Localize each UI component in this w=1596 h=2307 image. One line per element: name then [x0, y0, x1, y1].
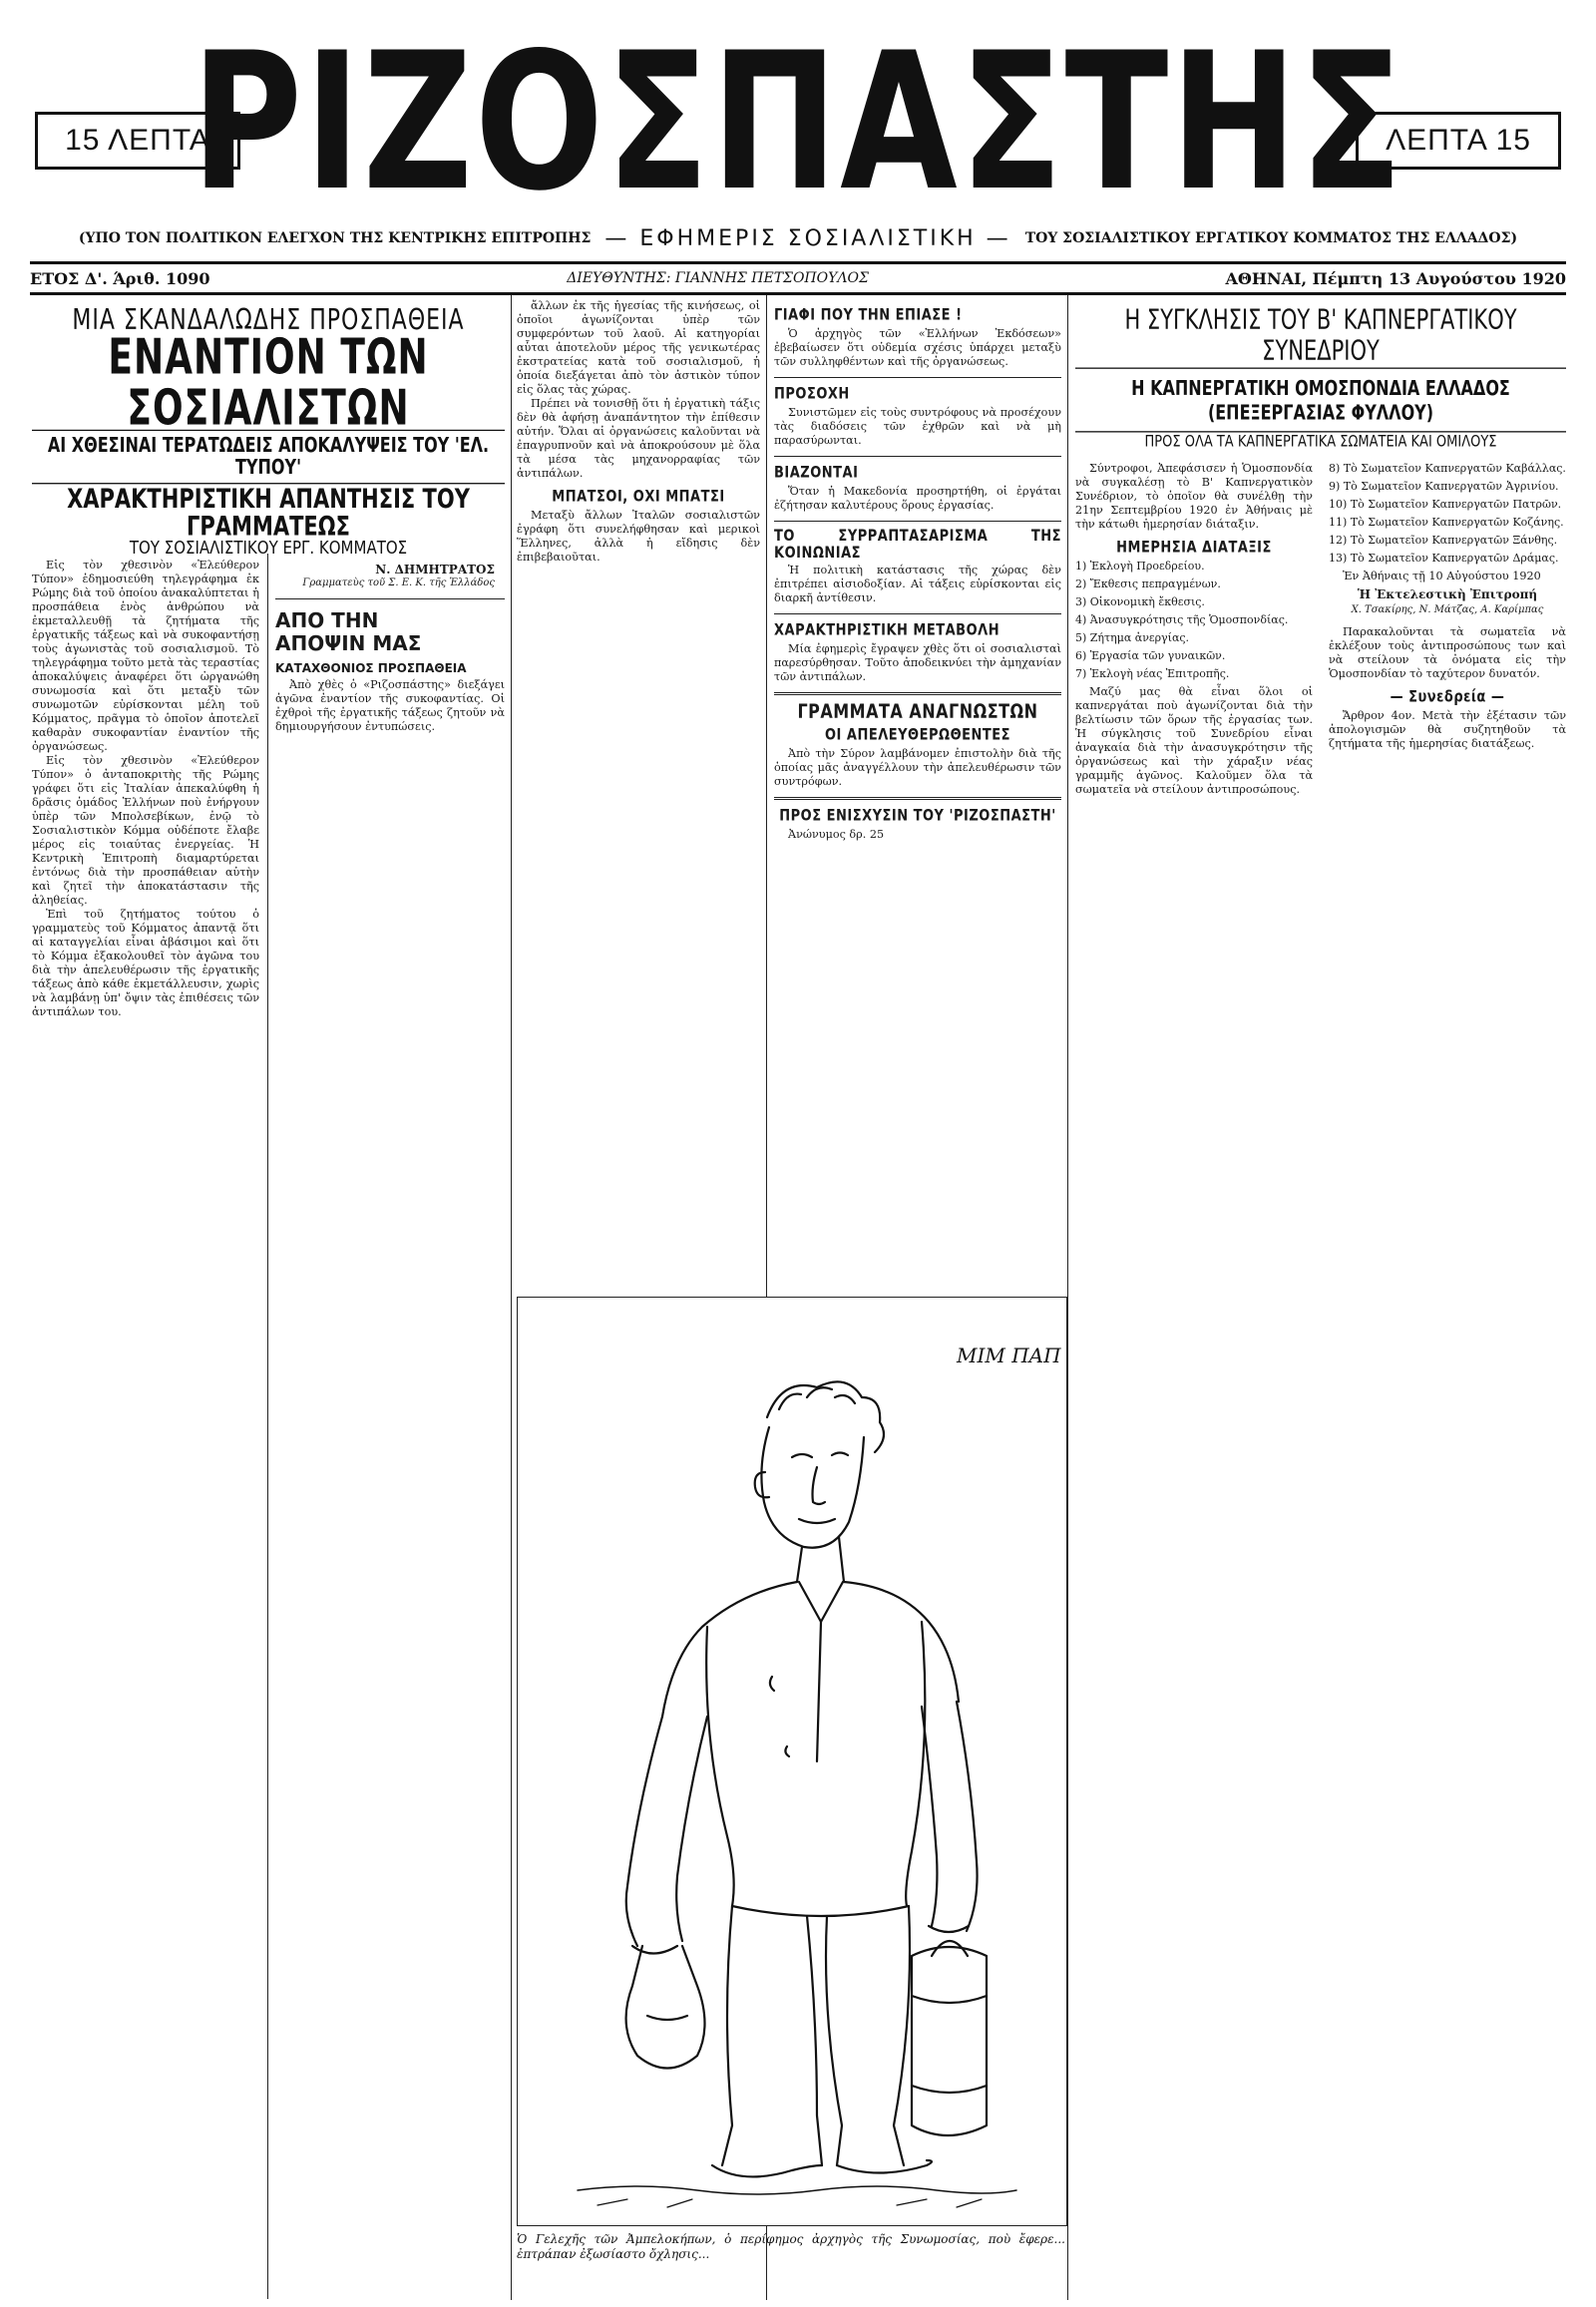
- col4-section-title: ΒΙΑΖΟΝΤΑΙ: [774, 464, 859, 483]
- right-section: [1075, 299, 1566, 2299]
- lead-column-2: [275, 559, 505, 2299]
- cartoon-illustration: [517, 1297, 1067, 2226]
- column-rule: [1067, 295, 1068, 2300]
- col3-section-title: ΜΠΑΤΣΟΙ, ΟΧΙ ΜΠΑΤΣΙ: [552, 488, 725, 507]
- agenda-item: 3) Οἰκονομικὴ ἔκθεσις.: [1075, 595, 1205, 608]
- union-item: 9) Τὸ Σωματεῖον Καπνεργατῶν Ἀγρινίου.: [1329, 480, 1559, 493]
- subtitle-right: ΤΟΥ ΣΟΣΙΑΛΙΣΤΙΚΟΥ ΕΡΓΑΤΙΚΟΥ ΚΟΜΜΑΤΟΣ ΤΗΣ ΕΛΛΑΔΟΣ): [1024, 230, 1518, 246]
- cartoon-drawing: [518, 1298, 1066, 2225]
- subtitle-left: (ΥΠΟ ΤΟΝ ΠΟΛΙΤΙΚΟΝ ΕΛΕΓΧΟΝ ΤΗΣ ΚΕΝΤΡΙΚΗΣ ΕΠΙΤΡΟΠΗΣ: [78, 230, 592, 246]
- lead-column-1: [32, 559, 259, 2299]
- right-subheadline: Η ΚΑΠΝΕΡΓΑΤΙΚΗ ΟΜΟΣΠΟΝΔΙΑ ΕΛΛΑΔΟΣ (ΕΠΕΞΕΡΓΑΣΙΑΣ ΦΥΛΛΟΥ): [1075, 368, 1566, 433]
- editor-line: ΔΙΕΥΘΥΝΤΗΣ: ΓΙΑΝΝΗΣ ΠΕΤΣΟΠΟΥΛΟΣ: [567, 270, 869, 286]
- col3-paragraph: Πρέπει νὰ τονισθῇ ὅτι ἡ ἐργατικὴ τάξις δὲν θὰ ἀφήσῃ ἀναπάντητον τὴν ἐπίθεσιν αὐτήν. Ὅλαι αἱ ὀργανώσεις καλοῦνται νὰ ἐπαγρυπνοῦν καὶ νὰ ἀποκρούσουν μὲ ὅλα τὰ μέσα τὰς μηχανορραφίας τῶν ἀντιπάλων.: [517, 397, 760, 480]
- right-column-right: [1329, 462, 1566, 797]
- agenda-title: ΗΜΕΡΗΣΙΑ ΔΙΑΤΑΞΙΣ: [1116, 539, 1272, 558]
- masthead-subtitle: [30, 223, 1566, 253]
- col4-section-title: ΓΙΑΦΙ ΠΟΥ ΤΗΝ ΕΠΙΑΣΕ !: [774, 306, 963, 325]
- column-3: [517, 299, 760, 1287]
- price-box-left: 15 ΛΕΠΤΑ: [35, 112, 240, 170]
- apopsi-subtitle: ΚΑΤΑΧΘΟΝΙΟΣ ΠΡΟΣΠΑΘΕΙΑ: [275, 661, 467, 675]
- right-body: Μαζύ μας θὰ εἶναι ὅλοι οἱ καπνεργάται ποὺ ἀγωνίζονται διὰ τὴν βελτίωσιν τῶν ὅρων τῆς ἐργασίας των. Ἡ σύγκλησις τοῦ Συνεδρίου εἶναι ἀναγκαία διὰ τὴν ἀνασυγκρότησιν τῆς ὀργανώσεως καὶ τὴν χάραξιν νέας γραμμῆς ἀγῶνος. Καλοῦμεν ὅλα τὰ σωματεῖα νὰ στείλουν ἀντιπροσώπους.: [1075, 685, 1313, 796]
- union-item: 12) Τὸ Σωματεῖον Καπνεργατῶν Ξάνθης.: [1329, 534, 1558, 547]
- right-section-title: — Συνεδρεία —: [1390, 688, 1505, 707]
- right-body-2: Παρακαλοῦνται τὰ σωματεῖα νὰ ἐκλέξουν τοὺς ἀντιπροσώπους των καὶ νὰ στείλουν τὰ ὀνόματα εἰς τὴν Ὁμοσπονδίαν τὸ ταχύτερον δυνατόν.: [1329, 625, 1566, 680]
- union-item: 11) Τὸ Σωματεῖον Καπνεργατῶν Κοζάνης.: [1329, 516, 1564, 529]
- col4-section-title: ΓΡΑΜΜΑΤΑ ΑΝΑΓΝΩΣΤΩΝ: [797, 700, 1038, 723]
- lead-subhead-2: ΤΟΥ ΣΟΣΙΑΛΙΣΤΙΚΟΥ ΕΡΓ. ΚΟΜΜΑΤΟΣ: [129, 537, 408, 559]
- right-intro: Σύντροφοι, Ἀπεφάσισεν ἡ Ὁμοσπονδία νὰ συγκαλέσῃ τὸ Β' Καπνεργατικὸν Συνέδριον, τὸ ὁποῖον θὰ συνέλθῃ τὴν 21ην Σεπτεμβρίου 1920 ἐν Ἀθήναις μὲ τὴν κάτωθι ἡμερησίαν διάταξιν.: [1075, 462, 1313, 531]
- col4-section-title: ΠΡΟΣΟΧΗ: [774, 385, 850, 404]
- lead-paragraph: Εἰς τὸν χθεσινὸν «Ἐλεύθερον Τύπον» ὁ ἀνταποκριτὴς τῆς Ρώμης γράφει ὅτι εἰς Ἰταλίαν ἀπεκαλύφθη ἡ δρᾶσις ὁμάδος Ἑλλήνων ποὺ ἐνήργουν ὑπὲρ τῶν Μπολσεβίκων, ἐνῷ τὸ Σοσιαλιστικὸν Κόμμα οὐδέποτε ἔλαβε μέρος εἰς τοιαύτας ἐνεργείας. Ἡ Κεντρικὴ Ἐπιτροπὴ διαμαρτύρεται ἐντόνως διὰ τὴν προσπάθειαν αὐτὴν καὶ ζητεῖ τὴν ἀποκατάστασιν τῆς ἀληθείας.: [32, 754, 259, 907]
- cartoon-caption: Ὁ Γελεχῆς τῶν Ἀμπελοκήπων, ὁ περίφημος ἀρχηγὸς τῆς Συνωμοσίας, ποὺ ἔφερε... ἐπτράπαν ἐξωσίαστο ὄχλησις...: [517, 2232, 1065, 2261]
- col4-paragraph: Ὁ ἀρχηγὸς τῶν «Ἑλλήνων Ἐκδόσεων» ἐβεβαίωσεν ὅτι οὐδεμία σχέσις ὑπάρχει μεταξὺ τῶν συλληφθέντων καὶ τῆς ὀργανώσεως.: [774, 327, 1061, 368]
- agenda-item: 1) Ἐκλογὴ Προεδρείου.: [1075, 560, 1205, 573]
- divider: [774, 521, 1061, 522]
- divider: [774, 377, 1061, 378]
- column-4: [774, 299, 1061, 1287]
- right-signed-by: Ἡ Ἐκτελεστικὴ Ἐπιτροπή: [1357, 587, 1538, 601]
- apopsi-title: [275, 609, 505, 655]
- right-date-line: Ἐν Ἀθήναις τῇ 10 Αὐγούστου 1920: [1343, 570, 1541, 582]
- divider: [774, 456, 1061, 457]
- col4-paragraph: Ἡ πολιτικὴ κατάστασις τῆς χώρας δὲν ἐπιτρέπει αἰσιοδοξίαν. Αἱ τάξεις εὑρίσκονται εἰς διαρκῆ ἀντίθεσιν.: [774, 564, 1061, 604]
- lead-signature-title: Γραμματεὺς τοῦ Σ. Ε. Κ. τῆς Ἑλλάδος: [302, 577, 495, 588]
- price-box-right: ΛΕΠΤΑ 15: [1356, 112, 1561, 170]
- column-rule: [511, 295, 512, 2300]
- lead-deck: ΑΙ ΧΘΕΣΙΝΑΙ ΤΕΡΑΤΩΔΕΙΣ ΑΠΟΚΑΛΥΨΕΙΣ ΤΟΥ 'ΕΛ. ΤΥΠΟΥ': [32, 429, 505, 483]
- agenda-item: 6) Ἐργασία τῶν γυναικῶν.: [1075, 649, 1226, 662]
- agenda-item: 2) Ἔκθεσις πεπραγμένων.: [1075, 577, 1221, 590]
- apopsi-title-line-1: ΑΠΟ ΤΗΝ: [275, 608, 379, 632]
- agenda-list: [1075, 560, 1313, 681]
- masthead-title: ΡΙΖΟΣΠΑΣΤΗΣ: [191, 11, 1405, 232]
- divider: [774, 613, 1061, 614]
- union-item: 13) Τὸ Σωματεῖον Καπνεργατῶν Δράμας.: [1329, 552, 1559, 565]
- subtitle-center: — ΕΦΗΜΕΡΙΣ ΣΟΣΙΑΛΙΣΤΙΚΗ —: [604, 225, 1011, 251]
- lead-kicker: ΜΙΑ ΣΚΑΝΔΑΛΩΔΗΣ ΠΡΟΣΠΑΘΕΙΑ: [72, 304, 465, 337]
- agenda-item: 7) Ἐκλογὴ νέας Ἐπιτροπῆς.: [1075, 667, 1230, 680]
- col4-section-title: ΤΟ ΣΥΡΡΑΠΤΑΣΑΡΙΣΜΑ ΤΗΣ ΚΟΙΝΩΝΙΑΣ: [774, 528, 1061, 563]
- right-body-3: Ἄρθρον 4ον. Μετὰ τὴν ἐξέτασιν τῶν ἀπολογισμῶν θὰ συζητηθοῦν τὰ ζητήματα τῆς ἡμερησίας διατάξεως.: [1329, 709, 1566, 750]
- agenda-item: 4) Ἀνασυγκρότησις τῆς Ὁμοσπονδίας.: [1075, 613, 1289, 626]
- right-address: ΠΡΟΣ ΟΛΑ ΤΑ ΚΑΠΝΕΡΓΑΤΙΚΑ ΣΩΜΑΤΕΙΑ ΚΑΙ ΟΜΙΛΟΥΣ: [1144, 433, 1497, 452]
- right-subcolumns: [1075, 462, 1566, 797]
- col4-section-title: ΧΑΡΑΚΤΗΡΙΣΤΙΚΗ ΜΕΤΑΒΟΛΗ: [774, 621, 1000, 640]
- right-column-left: [1075, 462, 1313, 797]
- lead-subhead: ΧΑΡΑΚΤΗΡΙΣΤΙΚΗ ΑΠΑΝΤΗΣΙΣ ΤΟΥ ΓΡΑΜΜΑΤΕΩΣ: [67, 484, 470, 543]
- lead-paragraph: Εἰς τὸν χθεσινὸν «Ἐλεύθερον Τύπον» ἐδημοσιεύθη τηλεγράφημα ἐκ Ρώμης διὰ τοῦ ὁποίου ἀνακαλύπτεται ἡ προσπάθεια ἑνὸς ἀνθρώπου νὰ ἐκμεταλλευθῇ τὰ ζητήματα τῆς ἐργατικῆς τάξεως καὶ νὰ συκοφαντήσῃ τοὺς ἀγωνιστὰς τοῦ σοσιαλισμοῦ. Τὸ τηλεγράφημα τοῦτο μετὰ τὰς τεραστίας ἀποκαλύψεις ἀναφέρει ὅτι ὡργανώθη συνωμοσία καὶ ὅτι μεταξὺ τῶν συνωμοτῶν εὑρίσκονται μέλη τοῦ Κόμματος, πρᾶγμα τὸ ὁποῖον ἀποτελεῖ καθαρὰν συκοφαντίαν ἐναντίον τῆς ὀργανώσεως.: [32, 559, 259, 753]
- agenda-item: 5) Ζήτημα ἀνεργίας.: [1075, 631, 1190, 644]
- lead-headline: ΕΝΑΝΤΙΟΝ ΤΩΝ ΣΟΣΙΑΛΙΣΤΩΝ: [108, 330, 429, 437]
- right-headline: Η ΣΥΓΚΛΗΣΙΣ ΤΟΥ Β' ΚΑΠΝΕΡΓΑΤΙΚΟΥ ΣΥΝΕΔΡΙΟΥ: [1124, 303, 1517, 367]
- union-item: 10) Τὸ Σωματεῖον Καπνεργατῶν Πατρῶν.: [1329, 498, 1562, 511]
- cartoon-artist-signature: ΜΙΜ ΠΑΠ: [957, 1344, 1061, 1367]
- masthead-rule-top: [30, 261, 1566, 264]
- lead-signature: Ν. ΔΗΜΗΤΡΑΤΟΣ: [375, 563, 495, 577]
- col4-paragraph: Συνιστῶμεν εἰς τοὺς συντρόφους νὰ προσέχουν τὰς διαδόσεις τῶν ἐχθρῶν καὶ νὰ μὴ παρασύρωνται.: [774, 406, 1061, 447]
- col4-paragraph: Μία ἐφημερὶς ἔγραψεν χθὲς ὅτι οἱ σοσιαλισταὶ παρεσύρθησαν. Τοῦτο ἀποδεικνύει τὴν ἀμηχανίαν τῶν ἀντιπάλων.: [774, 642, 1061, 683]
- col4-section-subtitle: ΟΙ ΑΠΕΛΕΥΘΕΡΩΘΕΝΤΕΣ: [824, 726, 1011, 745]
- masthead-rule-bottom: [30, 292, 1566, 295]
- lead-paragraph: Ἐπὶ τοῦ ζητήματος τούτου ὁ γραμματεὺς τοῦ Κόμματος ἀπαντᾷ ὅτι αἱ καταγγελίαι εἶναι ἀβάσιμοι καὶ ὅτι τὸ Κόμμα ἐξακολουθεῖ τὸν ἀγῶνα του διὰ τὴν ἀπελευθέρωσιν τῆς ἐργατικῆς τάξεως ἀπὸ κάθε ἐκμετάλλευσιν, χωρὶς νὰ λαμβάνῃ ὑπ' ὄψιν τὰς ἐπιθέσεις τῶν ἀντιπάλων του.: [32, 908, 259, 1018]
- right-signature-names: Χ. Τσακίρης, Ν. Μάτζας, Α. Καρίμπας: [1351, 604, 1544, 615]
- col4-paragraph: Ἀνώνυμος δρ. 25: [788, 828, 885, 841]
- col4-paragraph: Ὅταν ἡ Μακεδονία προσηρτήθη, οἱ ἐργάται ἐζήτησαν καλυτέρους ὅρους ἐργασίας.: [774, 485, 1061, 512]
- col3-paragraph: Μεταξὺ ἄλλων Ἰταλῶν σοσιαλιστῶν ἐγράφη ὅτι συνελήφθησαν καὶ μερικοὶ Ἕλληνες, ἀλλὰ ἡ εἴδησις δὲν ἐπιβεβαιοῦται.: [517, 509, 760, 564]
- issue-date: ΑΘΗΝΑΙ, Πέμπτη 13 Αυγούστου 1920: [1225, 268, 1566, 288]
- col4-paragraph: Ἀπὸ τὴν Σύρον λαμβάνομεν ἐπιστολὴν διὰ τῆς ὁποίας μᾶς ἀναγγέλλουν τὴν ἀπελευθέρωσιν τῶν συντρόφων.: [774, 747, 1061, 788]
- divider: [275, 598, 505, 599]
- divider: [774, 797, 1061, 800]
- apopsi-title-line-2: ΑΠΟΨΙΝ ΜΑΣ: [275, 631, 422, 655]
- divider: [774, 692, 1061, 695]
- column-rule: [267, 554, 268, 2299]
- apopsi-text: Ἀπὸ χθὲς ὁ «Ριζοσπάστης» διεξάγει ἀγῶνα ἐναντίον τῆς συκοφαντίας. Οἱ ἐχθροὶ τῆς ἐργατικῆς τάξεως ζητοῦν νὰ δημιουργήσουν ἐντυπώσεις.: [275, 678, 505, 733]
- col3-paragraph: ἄλλων ἐκ τῆς ἡγεσίας τῆς κινήσεως, οἱ ὁποῖοι ἀγωνίζονται ὑπὲρ τῶν συμφερόντων τοῦ λαοῦ. Αἱ κατηγορίαι αὗται ἀποτελοῦν μέρος τῆς γενικωτέρας ἐκστρατείας κατὰ τοῦ σοσιαλισμοῦ, ἡ ὁποία διεξάγεται ἀπὸ τὸν ἀστικὸν τύπον εἰς ὅλας τὰς χώρας.: [517, 299, 760, 396]
- col4-section-title: ΠΡΟΣ ΕΝΙΣΧΥΣΙΝ ΤΟΥ 'ΡΙΖΟΣΠΑΣΤΗ': [779, 807, 1056, 826]
- union-list: [1329, 462, 1566, 566]
- issue-line: [30, 267, 1566, 289]
- issue-number: ΕΤΟΣ Δ'. Άριθ. 1090: [30, 268, 210, 288]
- lead-headline-block: [32, 299, 505, 559]
- union-item: 8) Τὸ Σωματεῖον Καπνεργατῶν Καβάλλας.: [1329, 462, 1566, 475]
